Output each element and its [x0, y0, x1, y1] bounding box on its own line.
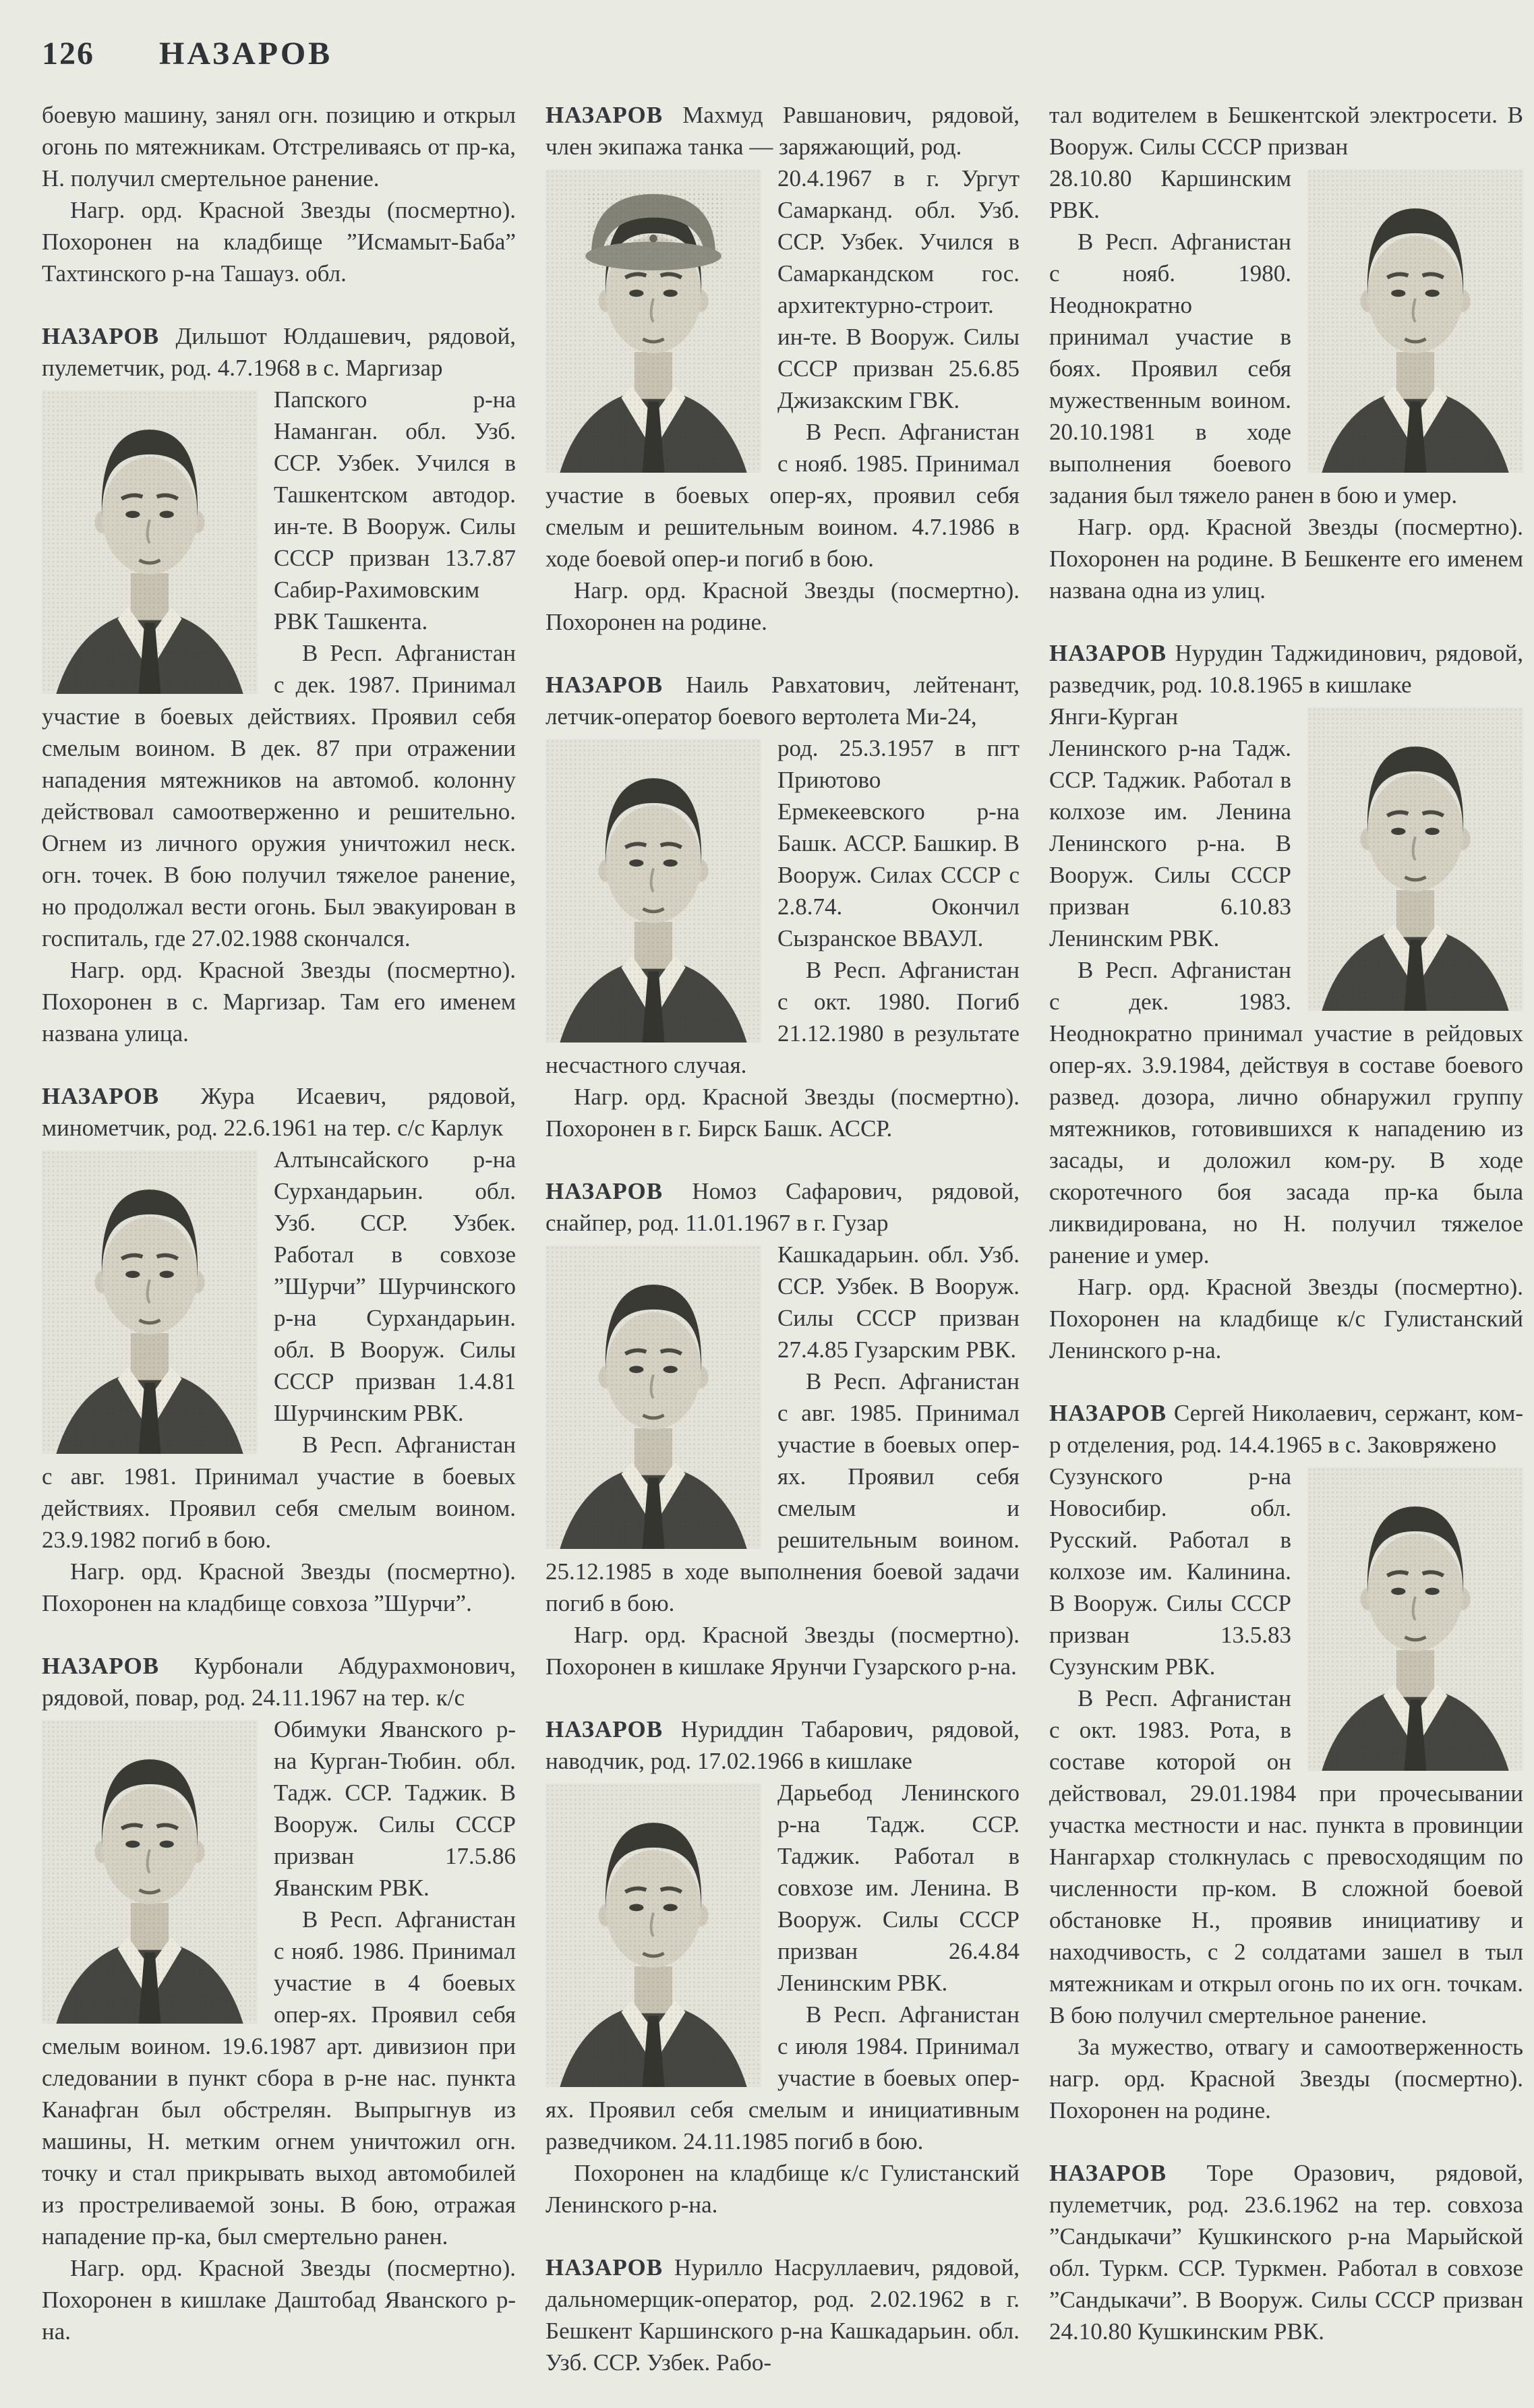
entry-paragraph: 28.10.80 Каршинским РВК.	[1049, 165, 1291, 223]
entry-surname: НАЗАРОВ	[42, 1083, 160, 1109]
entry-paragraph: род. 25.3.1957 в пгт Приютово Ермекеевского р-на Башк. АССР. Башкир. В Вооруж. Силах СССР с 2.8.74. Окончил Сызранское ВВАУЛ.	[777, 735, 1020, 951]
page-header	[42, 35, 1525, 72]
entry-paragraph: В Респ. Афганистан с нояб. 1985. Принимал участие в боевых опер-ях, проявил себя смелым и решительным воином. 4.7.1986 в ходе боевой опер-и погиб в бою.	[545, 419, 1020, 572]
entry-lead	[545, 1175, 1020, 1239]
entry-lead-text: Курбонали Абдурахмонович, рядовой, повар, род. 24.11.1967 на тер. к/с	[42, 1653, 516, 1711]
portrait-photo-nurudin	[1307, 707, 1523, 1011]
entry-lead-text: Нурудин Таджидинович, рядовой, разведчик, род. 10.8.1965 в кишлаке	[1049, 640, 1523, 698]
entry-paragraph: Сузунского р-на Новосибир. обл. Русский. Работал в колхозе им. Калинина. В Вооруж. Силы СССР призван 13.5.83 Сузунским РВК.	[1049, 1463, 1291, 1680]
page-number: 126	[42, 36, 94, 71]
page-title: НАЗАРОВ	[159, 36, 333, 71]
entry-paragraph: В Респ. Афганистан с июля 1984. Принимал участие в боевых опер-ях. Проявил себя смелым и инициативным разведчиком. 24.11.1985 погиб в бою.	[545, 2001, 1020, 2154]
entry-lead-text: Махмуд Равшанович, рядовой, член экипажа танка — заряжающий, род.	[545, 102, 1020, 160]
entry-continued-from-previous-page	[42, 99, 516, 289]
entry-paragraph: За мужество, отвагу и самоотверженность нагр. орд. Красной Звезды (посмертно). Похоронен на родине.	[1049, 2034, 1523, 2123]
entry-nazarov-nomoz	[545, 1175, 1020, 1682]
entry-paragraph: Нагр. орд. Красной Звезды (посмертно). Похоронен на кладбище к/с Гулистанский Ленинского р-на.	[1049, 1274, 1523, 1363]
entry-paragraph: Нагр. орд. Красной Звезды (посмертно). Похоронен в с. Маргизар. Там его именем названа улица.	[42, 957, 516, 1047]
entry-paragraph: Кашкадарьин. обл. Узб. ССР. Узбек. В Вооруж. Силы СССР призван 27.4.85 Гузарским РВК.	[777, 1241, 1020, 1363]
entry-paragraph: Янги-Курган Ленинского р-на Тадж. ССР. Таджик. Работал в колхозе им. Ленина Ленинского р-на. В Вооруж. Силы СССР призван 6.10.83 Ленинским РВК.	[1049, 703, 1291, 951]
entry-lead	[1049, 1397, 1523, 1461]
entry-surname: НАЗАРОВ	[545, 1716, 663, 1742]
entry-lead-text: Торе Оразович, рядовой, пулеметчик, род. 23.6.1962 на тер. совхоза ”Сандыкачи” Кушкинского р-на Марыйской обл. Туркм. ССР. Туркмен. Работал в совхозе ”Сандыкачи”. В Вооруж. Силы СССР призван 24.10.80 Кушкинским РВК.	[1049, 2160, 1524, 2345]
entry-surname: НАЗАРОВ	[545, 672, 663, 698]
entry-nazarov-tore	[1049, 2157, 1523, 2347]
entry-lead	[545, 1713, 1020, 1777]
entry-lead	[545, 99, 1020, 163]
entry-paragraph: Нагр. орд. Красной Звезды (посмертно). Похоронен на кладбище совхоза ”Шурчи”.	[42, 1558, 516, 1616]
entry-lead-text: Нурилло Насруллаевич, рядовой, дальномерщик-оператор, род. 2.02.1962 в г. Бешкент Каршинского р-на Кашкадарьин. обл. Узб. ССР. Узбек. Рабо-	[545, 2254, 1020, 2376]
portrait-photo-nuriddin	[545, 1784, 761, 2087]
column-left	[42, 99, 516, 2378]
entry-paragraph: 20.4.1967 в г. Ургут Самарканд. обл. Узб. ССР. Узбек. Учился в Самаркандском гос. архитектурно-строит. ин-те. В Вооруж. Силы СССР призван 25.6.85 Джизакским ГВК.	[777, 165, 1020, 413]
entry-paragraph: В Респ. Афганистан с нояб. 1986. Принимал участие в 4 боевых опер-ях. Проявил себя смелым воином. 19.6.1987 арт. дивизион при следовании в пункт сбора в р-не нас. пункта Канафган был обстрелян. Выпрыгнув из машины, Н. метким огнем уничтожил огн. точку и стал прикрывать выход автомобилей из простреливаемой зоны. В бою, отражая нападение пр-ка, был смертельно ранен.	[42, 1906, 516, 2250]
entry-paragraph: В Респ. Афганистан с окт. 1983. Рота, в составе которой он действовал, 29.01.1984 при прочесывании участка местности и нас. пункта в провинции Нангархар столкнулась с превосходящим по численности пр-ком. В сложной боевой обстановке Н., проявив инициативу и находчивость, с 2 солдатами зашел в тыл мятежникам и открыл огонь по их огн. точкам. В бою получил смертельное ранение.	[1049, 1685, 1523, 2028]
entry-paragraph: Нагр. орд. Красной Звезды (посмертно). Похоронен в кишлаке Даштобад Яванского р-на.	[42, 2255, 516, 2345]
entry-paragraph: тал водителем в Бешкентской электросети. В Вооруж. Силы СССР призван	[1049, 102, 1523, 160]
entry-paragraph: В Респ. Афганистан с нояб. 1980. Неоднократно принимал участие в боях. Проявил себя мужественным воином. 20.10.1981 в ходе выполнения боевого задания был тяжело ранен в бою и умер.	[1049, 229, 1458, 508]
portrait-photo-nomoz	[545, 1245, 761, 1549]
entry-lead	[42, 320, 516, 384]
entry-nazarov-kurbonali	[42, 1650, 516, 2347]
entry-lead	[42, 1650, 516, 1713]
entry-lead	[545, 669, 1020, 732]
entry-paragraph: Алтынсайского р-на Сурхандарьин. обл. Узб. ССР. Узбек. Работал в совхозе ”Шурчи” Шурчинского р-на Сурхандарьин. обл. В Вооруж. Силы СССР призван 1.4.81 Шурчинским РВК.	[274, 1146, 516, 1426]
entry-surname: НАЗАРОВ	[1049, 2160, 1167, 2186]
entry-lead-text: Номоз Сафарович, рядовой, снайпер, род. 11.01.1967 в г. Гузар	[545, 1178, 1020, 1236]
entry-paragraph: Папского р-на Наманган. обл. Узб. ССР. Узбек. Учился в Ташкентском автодор. ин-те. В Вооруж. Силы СССР призван 13.7.87 Сабир-Рахимовским РВК Ташкента.	[274, 386, 516, 635]
entry-paragraph: В Респ. Афганистан с авг. 1981. Принимал участие в боевых действиях. Проявил себя смелым воином. 23.9.1982 погиб в бою.	[42, 1432, 516, 1553]
portrait-photo-dilshot	[42, 390, 258, 694]
entry-nazarov-nurillo-continuation	[1049, 99, 1523, 606]
entry-surname: НАЗАРОВ	[1049, 640, 1167, 666]
column-right	[1049, 99, 1523, 2378]
entry-paragraph: Нагр. орд. Красной Звезды (посмертно). Похоронен в г. Бирск Башк. АССР.	[545, 1084, 1020, 1142]
entry-lead-text: Наиль Равхатович, лейтенант, летчик-оператор боевого вертолета Ми-24,	[545, 672, 1020, 730]
entry-surname: НАЗАРОВ	[545, 1178, 663, 1204]
entry-nazarov-dilshot	[42, 320, 516, 1049]
entry-nazarov-nail	[545, 669, 1020, 1144]
entry-lead-text: Жура Исаевич, рядовой, минометчик, род. 22.6.1961 на тер. с/с Карлук	[42, 1083, 516, 1141]
entry-paragraph: В Респ. Афганистан с дек. 1983. Неоднократно принимал участие в рейдовых опер-ях. 3.9.1984, действуя в составе боевого развед. дозора, лично обнаружил группу мятежников, готовившихся к нападению из засады, и доложил ком-ру. В ходе скоротечного боя засада пр-ка была ликвидирована, но Н. получил тяжелое ранение и умер.	[1049, 957, 1523, 1268]
entry-paragraph: Обимуки Яванского р-на Курган-Тюбин. обл. Тадж. ССР. Таджик. В Вооруж. Силы СССР призван 17.5.86 Яванским РВК.	[274, 1716, 516, 1901]
entry-paragraph: В Респ. Афганистан с авг. 1985. Принимал участие в боевых опер-ях. Проявил себя смелым и решительным воином. 25.12.1985 в ходе выполнения боевой задачи погиб в бою.	[545, 1368, 1020, 1616]
columns	[42, 99, 1525, 2378]
entry-paragraph: В Респ. Афганистан с дек. 1987. Принимал участие в боевых действиях. Проявил себя смелым воином. В дек. 87 при отражении нападения мятежников на автомоб. колонну действовал самоотверженно и решительно. Огнем из личного оружия уничтожил неск. огн. точек. В бою получил тяжелое ранение, но продолжал вести огонь. Был эвакуирован в госпиталь, где 27.02.1988 скончался.	[42, 640, 516, 951]
portrait-photo-zhura	[42, 1150, 258, 1454]
entry-paragraph: Нагр. орд. Красной Звезды (посмертно). Похоронен на кладбище ”Исмамыт-Баба” Тахтинского р-на Ташауз. обл.	[42, 197, 516, 287]
entry-surname: НАЗАРОВ	[42, 1653, 160, 1679]
entry-paragraph: Похоронен на кладбище к/с Гулистанский Ленинского р-на.	[545, 2160, 1020, 2218]
entry-lead-text: Нуриддин Табарович, рядовой, наводчик, род. 17.02.1966 в кишлаке	[545, 1716, 1020, 1774]
entry-paragraph: Нагр. орд. Красной Звезды (посмертно). Похоронен на родине. В Бешкенте его именем названа одна из улиц.	[1049, 514, 1523, 604]
entry-lead-text: Сергей Николаевич, сержант, ком-р отделения, род. 14.4.1965 в с. Заковряжено	[1049, 1400, 1524, 1458]
entry-paragraph: Дарьебод Ленинского р-на Тадж. ССР. Таджик. Работал в совхозе им. Ленина. В Вооруж. Силы СССР призван 26.4.84 Ленинским РВК.	[777, 1780, 1020, 1996]
portrait-photo-kurbonali	[42, 1720, 258, 2024]
entry-paragraph: Нагр. орд. Красной Звезды (посмертно). Похоронен в кишлаке Ярунчи Гузарского р-на.	[545, 1622, 1020, 1680]
entry-surname: НАЗАРОВ	[545, 2254, 663, 2281]
portrait-photo-sergey	[1307, 1467, 1523, 1771]
entry-surname: НАЗАРОВ	[545, 102, 663, 128]
entry-lead	[545, 2252, 1020, 2378]
entry-nazarov-nuriddin	[545, 1713, 1020, 2221]
entry-nazarov-nurillo	[545, 2252, 1020, 2378]
entry-surname: НАЗАРОВ	[1049, 1400, 1167, 1426]
entry-surname: НАЗАРОВ	[42, 323, 160, 349]
entry-nazarov-nurudin	[1049, 637, 1523, 1366]
entry-paragraph: боевую машину, занял огн. позицию и открыл огонь по мятежникам. Отстреливаясь от пр-ка, Н. получил смертельное ранение.	[42, 102, 516, 192]
entry-nazarov-zhura	[42, 1080, 516, 1619]
column-middle	[545, 99, 1020, 2378]
entry-nazarov-makhmud	[545, 99, 1020, 638]
entry-lead	[1049, 2157, 1523, 2347]
portrait-photo-nail	[545, 739, 761, 1043]
portrait-photo-makhmud	[545, 169, 761, 473]
entry-lead	[1049, 637, 1523, 701]
portrait-photo-nurillo	[1307, 169, 1523, 473]
entry-lead-text: Дильшот Юлдашевич, рядовой, пулеметчик, род. 4.7.1968 в с. Маргизар	[42, 323, 517, 381]
entry-lead	[42, 1080, 516, 1144]
entry-paragraph: Нагр. орд. Красной Звезды (посмертно). Похоронен на родине.	[545, 577, 1020, 635]
entry-paragraph: В Респ. Афганистан с окт. 1980. Погиб 21.12.1980 в результате несчастного случая.	[545, 957, 1020, 1078]
entry-nazarov-sergey	[1049, 1397, 1523, 2126]
